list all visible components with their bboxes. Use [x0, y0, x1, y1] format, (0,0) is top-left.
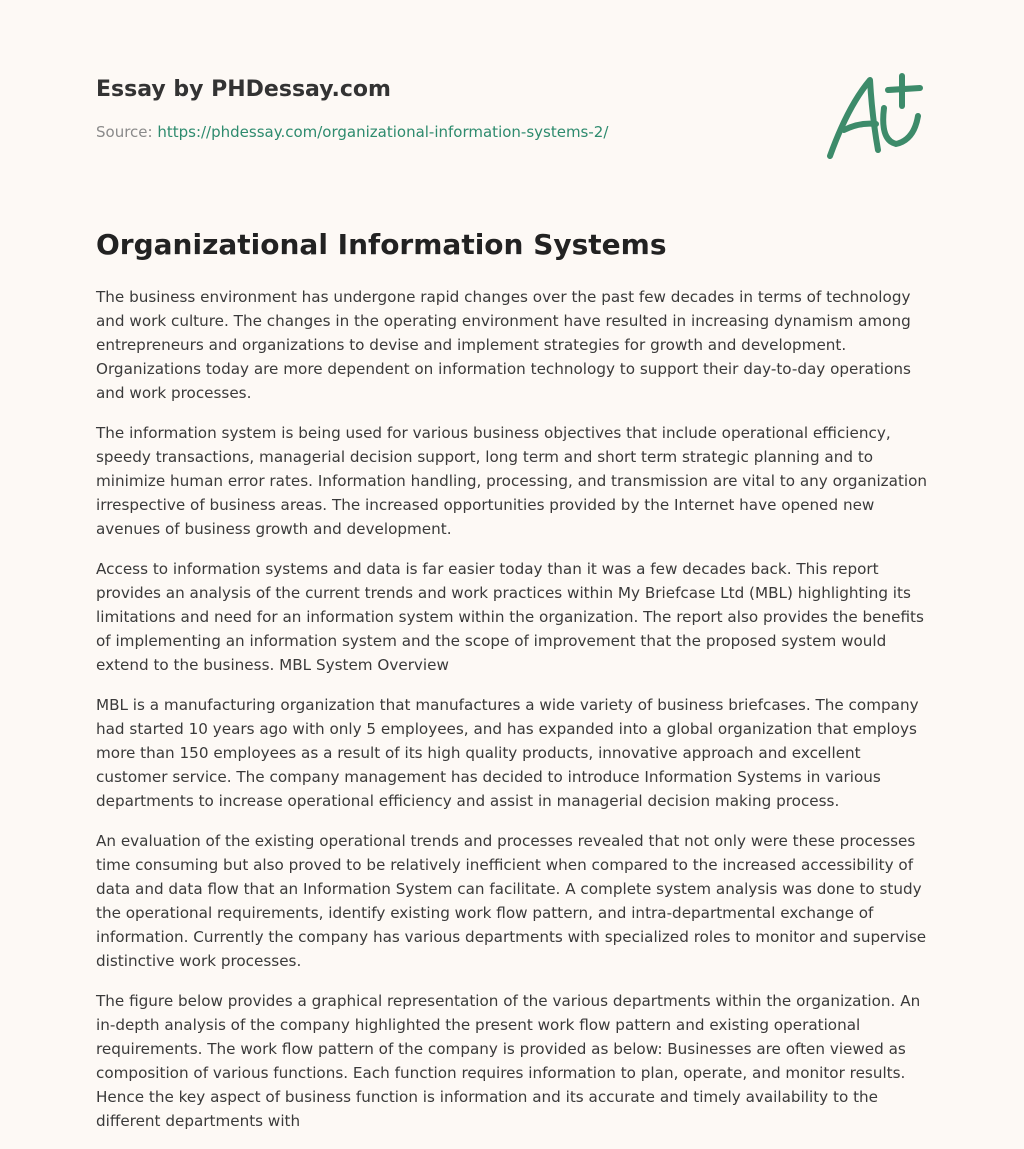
essay-title: Organizational Information Systems: [96, 228, 667, 261]
essay-paragraph: Access to information systems and data is far easier today than it was a few decades back. This report provides an analysis of the current trends and work practices within My Briefcase Ltd (MBL) highlighting its limitations and need for an information system within the organization. The report also provides the benefits of implementing an information system and the scope of improvement that the proposed system would extend to the business. MBL System Overview: [96, 560, 924, 674]
essay-paragraph: The information system is being used for various business objectives that include operational efficiency, speedy transactions, managerial decision support, long term and short term strategic planning and to minimize human error rates. Information handling, processing, and transmission are vital to any organization irrespective of business areas. The increased opportunities provided by the Internet have opened new avenues of business growth and development.: [96, 424, 928, 538]
site-brand: Essay by PHDessay.com: [96, 77, 391, 102]
essay-body: [96, 285, 931, 1149]
essay-paragraph: MBL is a manufacturing organization that manufactures a wide variety of business briefcases. The company had started 10 years ago with only 5 employees, and has expanded into a global organization that employs more than 150 employees as a result of its high quality products, innovative approach and excellent customer service. The company management has decided to introduce Information Systems in various departments to increase operational efficiency and assist in managerial decision making process.: [96, 696, 919, 810]
essay-paragraph: An evaluation of the existing operational trends and processes revealed that not only were these processes time consuming but also proved to be relatively inefficient when compared to the increased accessibility of data and data flow that an Information System can facilitate. A complete system analysis was done to study the operational requirements, identify existing work flow pattern, and intra-departmental exchange of information. Currently the company has various departments with specialized roles to monitor and supervise distinctive work processes.: [96, 832, 927, 970]
essay-header: [96, 76, 796, 142]
a-plus-logo-icon: [818, 66, 934, 166]
essay-paragraph: The business environment has undergone rapid changes over the past few decades in terms of technology and work culture. The changes in the operating environment have resulted in increasing dynamism among entrepreneurs and organizations to devise and implement strategies for growth and development. Organizations today are more dependent on information technology to support their day-to-day operations and work processes.: [96, 288, 911, 402]
source-line: [96, 122, 796, 142]
essay-paragraph: The figure below provides a graphical representation of the various departments within the organization. An in-depth analysis of the company highlighted the present work flow pattern and existing operational requirements. The work flow pattern of the company is provided as below: Businesses are often viewed as composition of various functions. Each function requires information to plan, operate, and monitor results. Hence the key aspect of business function is information and its accurate and timely availability to the different departments with: [96, 992, 921, 1130]
source-label: Source:: [96, 123, 158, 141]
source-link[interactable]: https://phdessay.com/organizational-information-systems-2/: [157, 123, 609, 141]
